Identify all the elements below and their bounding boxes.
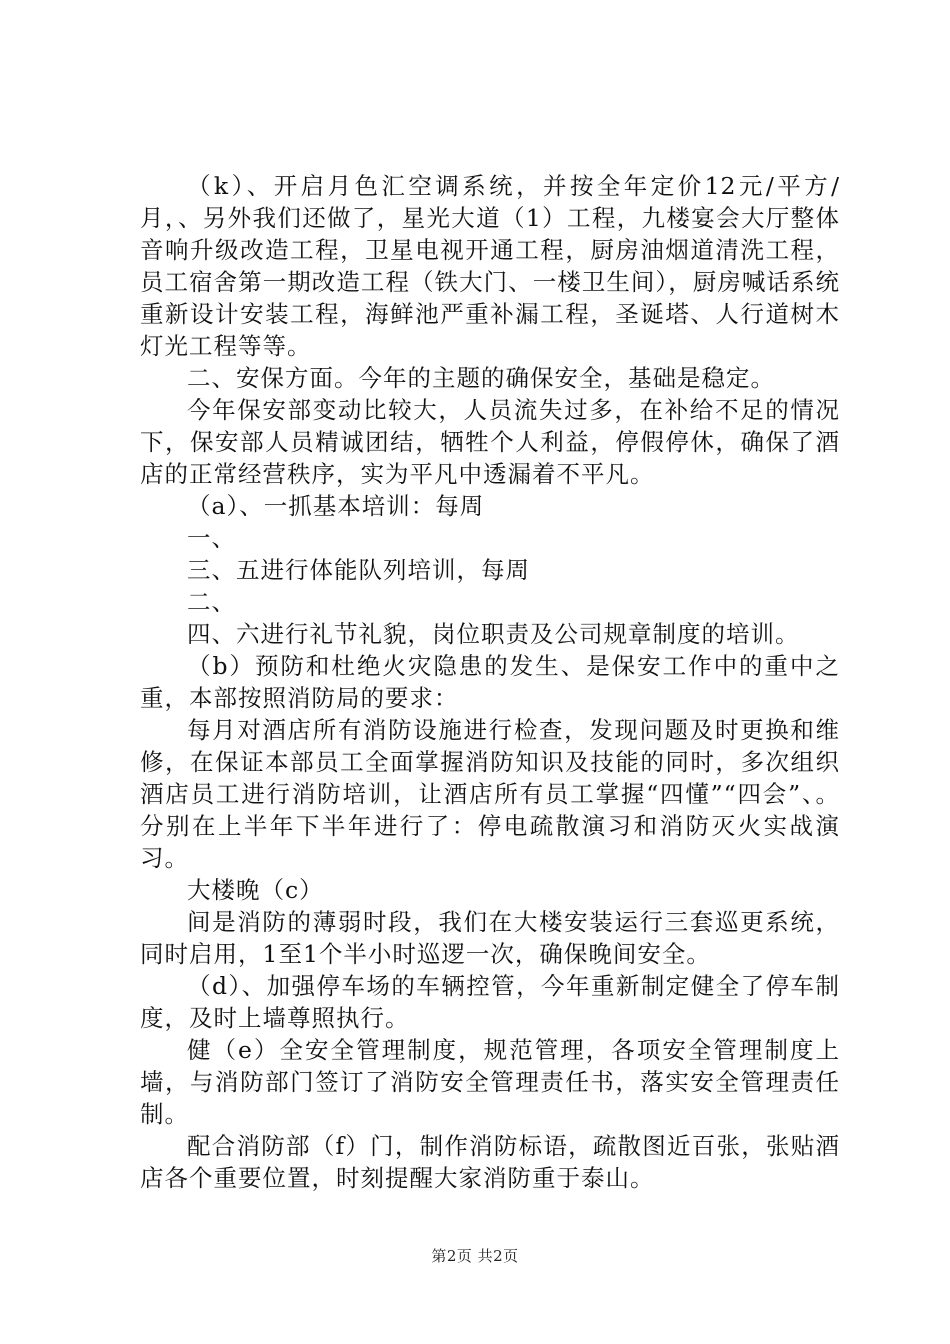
- paragraph-patrol-system: 间是消防的薄弱时段，我们在大楼安装运行三套巡更系统，同时启用，1至1个半小时巡逻一次，确保晚间安全。: [140, 908, 840, 968]
- paragraph-item-four-six: 四、六进行礼节礼貌，岗位职责及公司规章制度的培训。: [187, 620, 800, 648]
- paragraph-engineering-projects: （k）、开启月色汇空调系统，并按全年定价12元/平方/月，、另外我们还做了，星光大道（1）工程，九楼宴会大厅整体音响升级改造工程，卫星电视开通工程，厨房油烟道清洗工程，员工宿舍第一期改造工程（铁大门、一楼卫生间），厨房喊话系统重新设计安装工程，海鲜池严重补漏工程，圣诞塔、人行道树木灯光工程等等。: [140, 172, 840, 360]
- paragraph-management-e: 健（e）全安全管理制度，规范管理，各项安全管理制度上墙，与消防部门签订了消防安全管理责任书，落实安全管理责任制。: [140, 1036, 840, 1128]
- paragraph-security-staff: 今年保安部变动比较大，人员流失过多，在补给不足的情况下，保安部人员精诚团结，牺牲个人利益，停假停休，确保了酒店的正常经营秩序，实为平凡中透漏着不平凡。: [140, 396, 840, 488]
- page-number-footer: 第2页 共2页: [431, 1247, 519, 1265]
- paragraph-signage-f: 配合消防部（f）门，制作消防标语，疏散图近百张，张贴酒店各个重要位置，时刻提醒大家消防重于泰山。: [140, 1132, 840, 1192]
- document-body: [140, 170, 840, 1194]
- paragraph-monthly-inspection: 每月对酒店所有消防设施进行检查，发现问题及时更换和维修，在保证本部员工全面掌握消防知识及技能的同时，多次组织酒店员工进行消防培训，让酒店所有员工掌握“四懂”“四会”、。分别在上半年下半年进行了：停电疏散演习和消防灭火实战演习。: [140, 716, 840, 872]
- paragraph-security-heading: 二、安保方面。今年的主题的确保安全，基础是稳定。: [187, 364, 775, 392]
- paragraph-item-three-five: 三、五进行体能队列培训，每周: [187, 556, 530, 584]
- paragraph-item-one: 一、: [187, 524, 236, 552]
- paragraph-item-two: 二、: [187, 588, 236, 616]
- paragraph-fire-prevention-b: （b）预防和杜绝火灾隐患的发生、是保安工作中的重中之重，本部按照消防局的要求：: [140, 652, 840, 712]
- paragraph-night-c: 大楼晚（c）: [187, 876, 324, 904]
- paragraph-parking-d: （d）、加强停车场的车辆控管，今年重新制定健全了停车制度，及时上墙尊照执行。: [140, 972, 840, 1032]
- paragraph-training-a: （a）、一抓基本培训：每周: [187, 492, 485, 520]
